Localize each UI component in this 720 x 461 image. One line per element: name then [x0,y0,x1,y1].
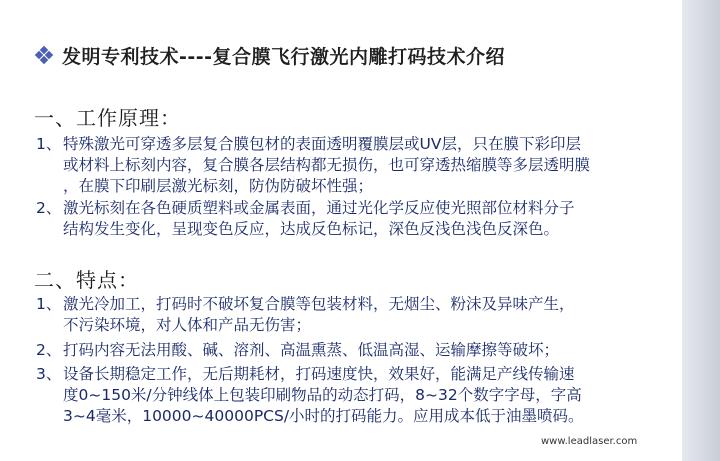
diamond-cluster-icon [36,47,52,63]
item-line: 不污染环境，对人体和产品无伤害； [63,316,312,334]
feature-item-1 [36,294,676,336]
item-number: 1、 [36,135,62,153]
footer-url: www.leadlaser.com [541,436,638,447]
item-line: 设备长期稳定工作，无后期耗材，打码速度快，效果好，能满足产线传输速 [63,365,575,383]
item-line: 激光冷加工，打码时不破坏复合膜等包装材料，无烟尘、粉沫及异味产生， [63,295,575,313]
item-line: 3~4毫米，10000~40000PCS/小时的打码能力。应用成本低于油墨喷码。 [63,407,584,425]
item-number: 2、 [36,199,62,217]
page-title-row [36,40,660,70]
right-decorative-band [682,0,720,461]
principle-item-1 [36,134,676,197]
item-line: 打码内容无法用酸、碱、溶剂、高温熏蒸、低温高湿、运输摩擦等破坏； [63,341,560,359]
feature-item-3 [36,364,676,427]
item-number: 2、 [36,341,62,359]
page-title: 发明专利技术----复合膜飞行激光内雕打码技术介绍 [62,45,506,68]
item-line: ，在膜下印刷层激光标刻，防伪防破坏性强； [63,177,374,195]
section-heading-principle: 一、工作原理： [34,106,181,130]
principle-item-2 [36,198,676,240]
item-line: 结构发生变化，呈现变色反应，达成反色标记，深色反浅色浅色反深色。 [63,220,560,238]
item-line: 度0~150米/分钟线体上包装印刷物品的动态打码，8~32个数字字母，字高 [63,386,582,404]
feature-item-2 [36,340,676,361]
item-number: 3、 [36,365,62,383]
item-number: 1、 [36,295,62,313]
item-line: 激光标刻在各色硬质塑料或金属表面，通过光化学反应使光照部位材料分子 [63,199,575,217]
item-line: 特殊激光可穿透多层复合膜包材的表面透明覆膜层或UV层，只在膜下彩印层 [63,135,581,153]
item-line: 或材料上标刻内容，复合膜各层结构都无损伤，也可穿透热缩膜等多层透明膜 [63,156,591,174]
section-heading-features: 二、特点： [34,268,139,292]
